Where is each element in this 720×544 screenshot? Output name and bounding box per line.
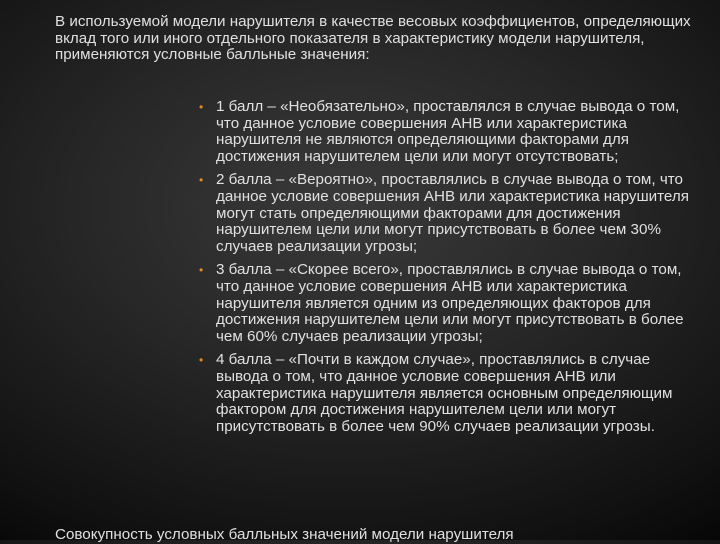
footer-paragraph: Совокупность условных балльных значений модели нарушителя xyxy=(55,527,514,543)
intro-paragraph: В используемой модели нарушителя в качестве весовых коэффициентов, определяющих вклад того или иного отдельного показателя в характеристику модели нарушителя, применяются условные балльные значения: xyxy=(55,13,691,64)
bullet-text: 3 балла – «Скорее всего», проставлялись в случае вывода о том, что данное условие совершения АНВ или характеристика нарушителя является одним из определяющих факторов для достижения нарушителем цели или могут присутствовать в более чем 60% случаев реализации угрозы; xyxy=(216,261,684,345)
bullet-text: 4 балла – «Почти в каждом случае», проставлялись в случае вывода о том, что данное условие совершения АНВ или характеристика нарушителя является основным определяющим фактором для достижения нарушителем цели или могут присутствовать в более чем 90% случаев реализации угрозы. xyxy=(216,351,673,435)
bullet-list xyxy=(197,99,697,442)
bullet-text: 2 балла – «Вероятно», проставлялись в случае вывода о том, что данное условие совершения АНВ или характеристика нарушителя могут стать определяющими факторами для достижения нарушителем цели или могут присутствовать в более чем 30% случаев реализации угрозы; xyxy=(216,171,689,255)
bullet-item-1 xyxy=(197,99,697,165)
bullet-item-3 xyxy=(197,262,697,345)
bullet-dot-icon: • xyxy=(199,100,204,114)
bullet-text: 1 балл – «Необязательно», проставлялся в случае вывода о том, что данное условие совершения АНВ или характеристика нарушителя не являются определяющими факторами для достижения нарушителем цели или могут отсутствовать; xyxy=(216,98,680,165)
bullet-item-4 xyxy=(197,352,697,435)
bullet-dot-icon: • xyxy=(199,353,204,368)
bullet-dot-icon: • xyxy=(199,263,204,278)
bullet-item-2 xyxy=(197,172,697,255)
bullet-dot-icon: • xyxy=(199,173,204,188)
